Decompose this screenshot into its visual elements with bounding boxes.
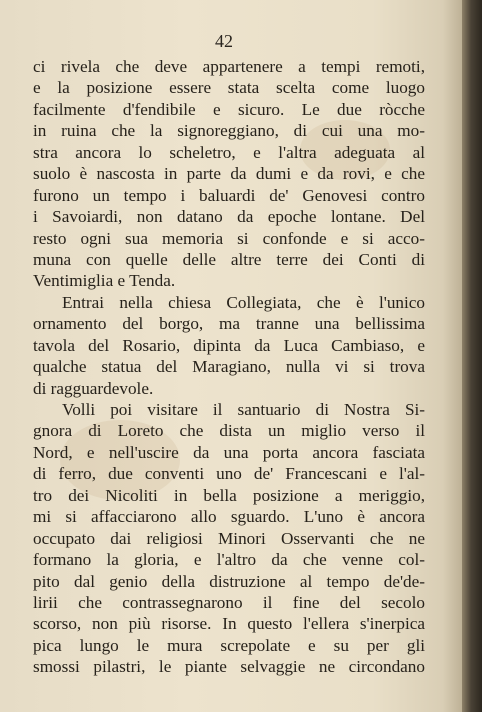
text-line: in ruina che la signoreggiano, di cui una mo- (33, 121, 425, 141)
text-line: muna con quelle delle altre terre dei Conti di (33, 249, 425, 269)
text-line: ci rivela che deve appartenere a tempi remoti, (33, 57, 425, 76)
paragraph-first-line: Entrai nella chiesa Collegiata, che è l'unico (62, 292, 425, 312)
text-line: furono un tempo i baluardi de' Genovesi contro (33, 185, 425, 205)
page-body-text (33, 56, 425, 678)
text-line: qualche statua del Maragiano, nulla vi si trova (33, 357, 425, 377)
text-line: e la posizione essere stata scelta come luogo (33, 78, 425, 98)
text-line: ornamento del borgo, ma tranne una bellissima (33, 314, 425, 334)
text-line: Ventimiglia e Tenda. (33, 271, 176, 291)
text-line: tro dei Nicoliti in bella posizione a meriggio, (33, 485, 425, 505)
text-line: stra ancora lo scheletro, e l'altra adeguata al (33, 142, 425, 162)
text-line: mi si affacciarono allo sguardo. L'uno è ancora (33, 507, 425, 527)
page-number: 42 (215, 31, 233, 51)
text-line: smossi pilastri, le piante selvaggie ne circondano (33, 657, 425, 677)
text-line: occupato dai religiosi Minori Osservanti che ne (33, 528, 425, 548)
text-line: di ferro, due conventi uno de' Francescani e l'al- (33, 464, 425, 484)
text-line: pica lungo le mura screpolate e su per gli (33, 635, 425, 655)
text-line: scorso, non più risorse. In questo l'ellera s'inerpica (33, 614, 425, 634)
text-line: tavola del Rosario, dipinta da Luca Cambiaso, e (33, 335, 425, 355)
text-line: gnora di Loreto che dista un miglio verso il (33, 421, 425, 441)
paragraph-first-line: Volli poi visitare il santuario di Nostra Si- (62, 400, 425, 419)
text-line: Nord, e nell'uscire da una porta ancora fasciata (33, 442, 425, 462)
text-line: lirii che contrassegnarono il fine del secolo (33, 592, 425, 612)
text-line: suolo è nascosta in parte da dumi e da rovi, e che (33, 164, 425, 184)
text-line: facilmente d'fendibile e sicuro. Le due ròcche (33, 99, 425, 119)
book-gutter-shadow (462, 0, 482, 712)
text-line: formano la gloria, e l'altro da che venne col- (33, 550, 425, 570)
text-line: di ragguardevole. (33, 378, 154, 398)
text-line: pito dal genio della distruzione al tempo de'de- (33, 571, 425, 591)
text-line: i Savoiardi, non datano da epoche lontane. Del (33, 207, 425, 227)
text-line: resto ogni sua memoria si confonde e si acco- (33, 228, 425, 248)
